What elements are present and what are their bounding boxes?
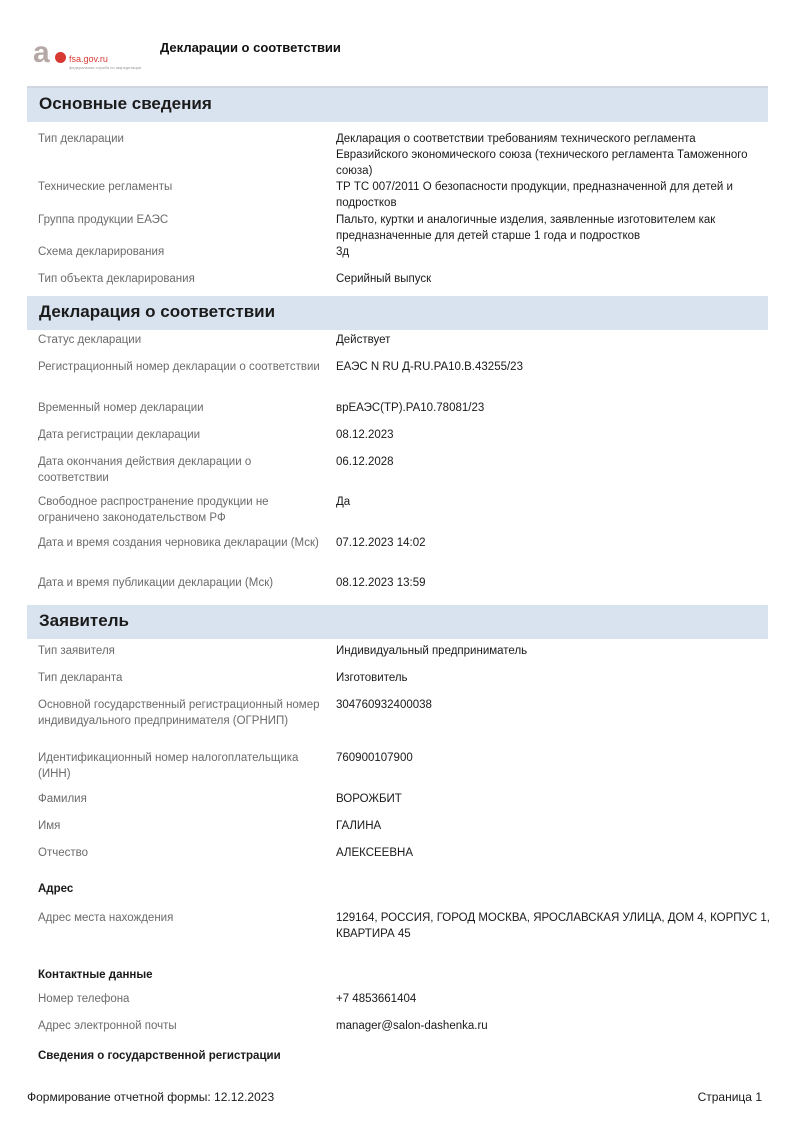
field-value: Декларация о соответствии требованиям технического регламента Евразийского экономического союза (технического регламента Таможенного союза) (336, 133, 748, 177)
field-label: Фамилия (38, 793, 87, 805)
section-applicant-title: Заявитель (39, 611, 129, 630)
field-label: Номер телефона (38, 993, 130, 1005)
field-label: Имя (38, 820, 61, 832)
field-label: Статус декларации (38, 334, 142, 346)
document-title: Декларации о соответствии (160, 40, 341, 55)
field-value: 3д (336, 246, 350, 258)
field-value: 304760932400038 (336, 699, 432, 711)
field-value: ЕАЭС N RU Д-RU.РА10.В.43255/23 (336, 361, 523, 373)
logo-dot-icon (55, 52, 66, 63)
field-value: Пальто, куртки и аналогичные изделия, заявленные изготовителем как предназначенные для детей старше 1 года и подростков (336, 214, 716, 242)
logo-subtitle: федеральная служба по аккредитации (69, 65, 142, 70)
field-value: Действует (336, 334, 391, 346)
field-value: 129164, РОССИЯ, ГОРОД МОСКВА, ЯРОСЛАВСКАЯ УЛИЦА, ДОМ 4, КОРПУС 1, КВАРТИРА 45 (336, 912, 770, 940)
field-value: Серийный выпуск (336, 273, 432, 285)
field-label: Тип декларанта (38, 672, 123, 684)
section-declaration-header (27, 296, 768, 330)
logo-letter-icon: a (33, 36, 50, 69)
field-value: 06.12.2028 (336, 456, 394, 468)
field-value: Да (336, 496, 351, 508)
field-label: Тип декларации (38, 133, 124, 145)
field-label: Тип объекта декларирования (38, 273, 195, 285)
field-label: Свободное распространение продукции не ограничено законодательством РФ (38, 496, 269, 524)
field-value: Индивидуальный предприниматель (336, 645, 528, 657)
section-declaration-title: Декларация о соответствии (39, 302, 276, 321)
field-label: Адрес электронной почты (38, 1020, 177, 1032)
field-label: Дата регистрации декларации (38, 429, 201, 441)
field-label: Временный номер декларации (38, 402, 204, 414)
field-value: 07.12.2023 14:02 (336, 537, 426, 549)
field-label: Отчество (38, 847, 88, 859)
field-label: Дата окончания действия декларации о соответствии (38, 456, 252, 484)
field-value: ГАЛИНА (336, 820, 382, 832)
logo-site-text: fsa.gov.ru (69, 54, 108, 64)
field-label: Регистрационный номер декларации о соответствии (38, 361, 320, 373)
page-number: Страница 1 (697, 1090, 762, 1104)
field-value: 08.12.2023 (336, 429, 394, 441)
fsa-logo[interactable] (33, 36, 142, 72)
report-generated-date: Формирование отчетной формы: 12.12.2023 (27, 1090, 275, 1104)
section-basic-header (27, 88, 768, 122)
address-heading: Адрес (38, 883, 74, 895)
field-label: Группа продукции ЕАЭС (38, 214, 169, 226)
field-label: Дата и время создания черновика декларации (Мск) (38, 537, 319, 549)
field-label: Технические регламенты (38, 181, 173, 193)
contacts-heading: Контактные данные (38, 969, 153, 981)
field-value: ВОРОЖБИТ (336, 793, 402, 805)
field-value: 760900107900 (336, 752, 413, 764)
field-value: Изготовитель (336, 672, 408, 684)
field-value: +7 4853661404 (336, 993, 417, 1005)
field-label: Адрес места нахождения (38, 912, 174, 924)
field-label: Тип заявителя (38, 645, 115, 657)
page-header (0, 0, 800, 90)
state-registration-heading: Сведения о государственной регистрации (38, 1050, 281, 1062)
field-label: Дата и время публикации декларации (Мск) (38, 577, 274, 589)
section-applicant-header (27, 605, 768, 639)
field-label: Схема декларирования (38, 246, 165, 258)
field-value: ТР ТС 007/2011 О безопасности продукции, предназначенной для детей и подростков (336, 181, 733, 209)
field-label: Идентификационный номер налогоплательщика (ИНН) (38, 752, 299, 780)
field-value: 08.12.2023 13:59 (336, 577, 426, 589)
field-value: врЕАЭС(ТР).РА10.78081/23 (336, 402, 485, 414)
section-basic-title: Основные сведения (39, 94, 212, 113)
field-value: АЛЕКСЕЕВНА (336, 847, 414, 859)
field-value: manager@salon-dashenka.ru (336, 1020, 488, 1032)
field-label: Основной государственный регистрационный номер индивидуального предпринимателя (ОГРНИП) (38, 699, 320, 727)
